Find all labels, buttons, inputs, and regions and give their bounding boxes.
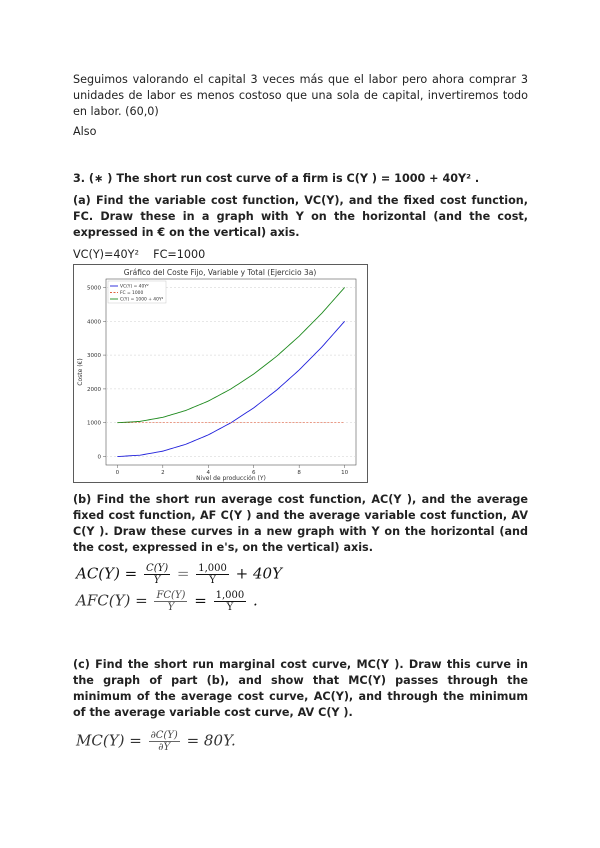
intro-paragraph: Seguimos valorando el capital 3 veces más que el labor pero ahora comprar 3 unidades de labor es menos costoso que una sola de capital, invertiremos todo en labor. (60,0) bbox=[73, 73, 528, 118]
legend-label-2: C(Y) = 1000 + 40Y² bbox=[120, 297, 164, 303]
x-tick-label-4: 8 bbox=[297, 470, 301, 476]
legend-label-0: VC(Y) = 40Y² bbox=[120, 284, 149, 290]
y-tick-label-2: 2000 bbox=[87, 386, 101, 393]
ac-equation bbox=[76, 563, 282, 586]
y-tick-label-4: 4000 bbox=[87, 319, 101, 326]
y-tick-label-0: 0 bbox=[97, 454, 101, 461]
ac-lhs: AC(Y) = bbox=[76, 564, 138, 583]
part-a-text: (a) Find the variable cost function, VC(Y), and the fixed cost function, FC. Draw these in a graph with Y on the horizontal (and the cost, expressed in € on the vertical) axis. bbox=[73, 194, 528, 239]
mc-equation bbox=[76, 730, 236, 753]
mc-lhs: MC(Y) = bbox=[76, 731, 142, 750]
x-tick-label-2: 4 bbox=[206, 470, 211, 476]
afc-fraction-2: $\frac{1,000}{Y}$ bbox=[215, 590, 245, 613]
y-tick-label-1: 1000 bbox=[87, 420, 101, 427]
y-axis-label: Coste (€) bbox=[77, 358, 84, 386]
cost-chart bbox=[73, 264, 368, 483]
legend-label-1: FC = 1000 bbox=[120, 291, 144, 297]
afc-lhs: AFC(Y) = bbox=[76, 591, 148, 610]
mc-fraction: $\frac{\partial C(Y)}{\partial Y}$ bbox=[150, 730, 178, 753]
x-tick-label-3: 6 bbox=[251, 470, 256, 476]
afc-eq-sign: = bbox=[194, 591, 207, 610]
afc-fraction-1: $\frac{FC(Y)}{Y}$ bbox=[156, 590, 186, 613]
x-axis-label: Nivel de producción (Y) bbox=[196, 475, 266, 482]
mc-tail: = 80Y. bbox=[186, 731, 236, 750]
ac-tail: + 40Y bbox=[235, 564, 282, 583]
ac-fraction-2: $\frac{1,000}{Y}$ bbox=[198, 563, 227, 586]
problem-heading: 3. (∗ ) The short run cost curve of a firm is C(Y ) = 1000 + 40Y² . bbox=[73, 172, 480, 185]
part-b-text: (b) Find the short run average cost function, AC(Y ), and the average fixed cost function, AF C(Y ) and the average variable cost function, AV C(Y ). Draw these curves in a new graph with Y on the horizontal (and the cost, expressed in e's, on the vertical) axis. bbox=[73, 493, 528, 554]
part-a-answer: VC(Y)=40Y² FC=1000 bbox=[73, 248, 206, 261]
y-tick-label-3: 3000 bbox=[87, 353, 101, 360]
y-tick-label-5: 5000 bbox=[87, 285, 101, 292]
x-tick-label-0: 0 bbox=[115, 470, 120, 476]
afc-tail: . bbox=[253, 591, 258, 610]
afc-equation bbox=[76, 590, 258, 613]
ac-fraction-1: $\frac{C(Y)}{Y}$ bbox=[146, 563, 169, 586]
ac-eq-sign: = bbox=[176, 564, 190, 583]
chart-title: Gráfico del Coste Fijo, Variable y Total (Ejercicio 3a) bbox=[123, 268, 317, 277]
x-tick-label-1: 2 bbox=[161, 470, 165, 476]
x-tick-label-5: 10 bbox=[341, 470, 349, 476]
part-c-text: (c) Find the short run marginal cost curve, MC(Y ). Draw this curve in the graph of part (b), and show that MC(Y) passes through the minimum of the average cost curve, AC(Y), and through the minimum of the average variable cost curve, AV C(Y ). bbox=[73, 658, 528, 719]
also-text: Also bbox=[73, 125, 97, 138]
